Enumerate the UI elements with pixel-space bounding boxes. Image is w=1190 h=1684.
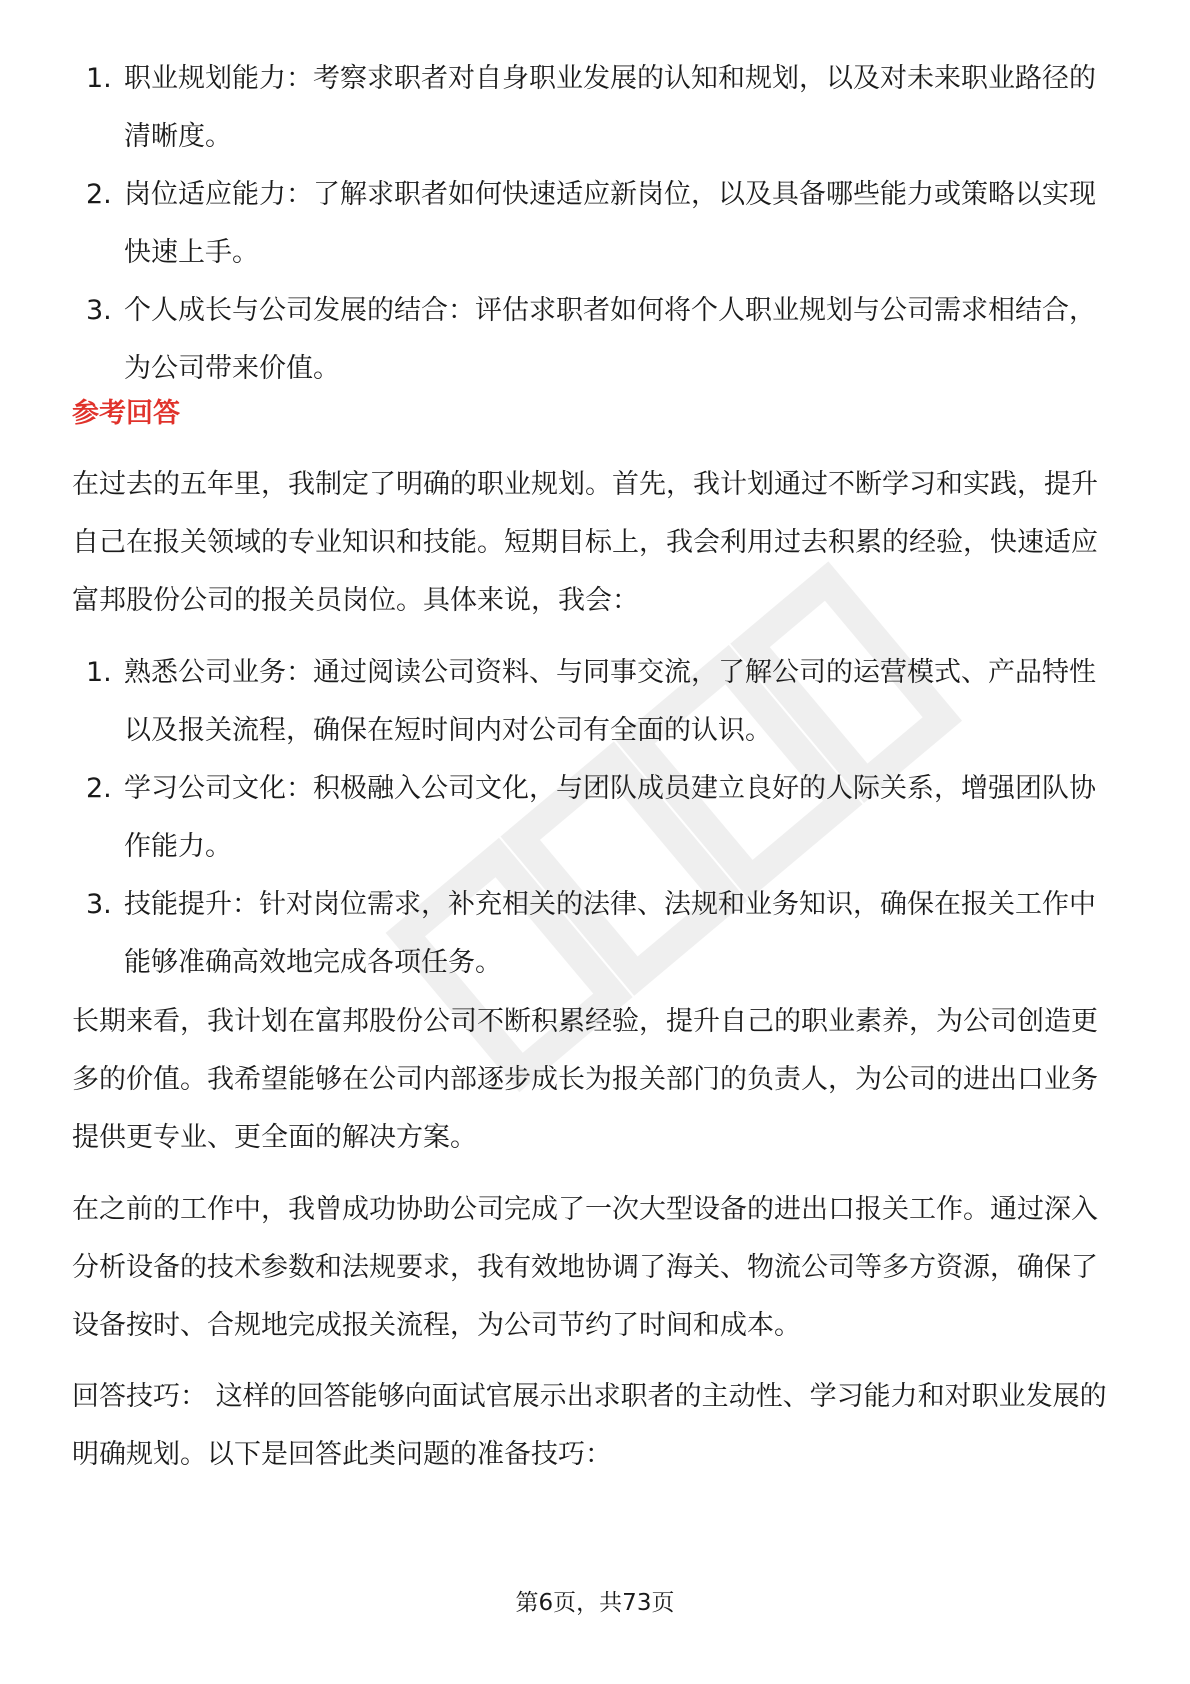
- criteria-list: [70, 50, 1120, 398]
- page-number: 第6页，共73页: [515, 1590, 675, 1616]
- list-item: 1. 职业规划能力：考察求职者对自身职业发展的认知和规划，以及对未来职业路径的清晰度。: [86, 63, 1096, 152]
- list-item-text: 个人成长与公司发展的结合：评估求职者如何将个人职业规划与公司需求相结合，为公司带来价值。: [124, 295, 1096, 384]
- list-item-text: 岗位适应能力：了解求职者如何快速适应新岗位，以及具备哪些能力或策略以实现快速上手。: [124, 179, 1096, 268]
- list-item: 3. 技能提升：针对岗位需求，补充相关的法律、法规和业务知识，确保在报关工作中能够准确高效地完成各项任务。: [86, 889, 1096, 978]
- plan-list: [70, 644, 1120, 992]
- list-item-text: 职业规划能力：考察求职者对自身职业发展的认知和规划，以及对未来职业路径的清晰度。: [124, 63, 1096, 152]
- list-item-text: 学习公司文化：积极融入公司文化，与团队成员建立良好的人际关系，增强团队协作能力。: [124, 773, 1096, 862]
- list-item: 2. 学习公司文化：积极融入公司文化，与团队成员建立良好的人际关系，增强团队协作能力。: [86, 773, 1096, 862]
- list-item: 3. 个人成长与公司发展的结合：评估求职者如何将个人职业规划与公司需求相结合，为公司带来价值。: [86, 295, 1096, 384]
- list-item-text: 熟悉公司业务：通过阅读公司资料、与同事交流，了解公司的运营模式、产品特性以及报关流程，确保在短时间内对公司有全面的认识。: [124, 657, 1096, 746]
- intro-paragraph: 在过去的五年里，我制定了明确的职业规划。首先，我计划通过不断学习和实践，提升自己在报关领域的专业知识和技能。短期目标上，我会利用过去积累的经验，快速适应富邦股份公司的报关员岗位。具体来说，我会：: [72, 469, 1098, 616]
- long-term-paragraph: 长期来看，我计划在富邦股份公司不断积累经验，提升自己的职业素养，为公司创造更多的价值。我希望能够在公司内部逐步成长为报关部门的负责人，为公司的进出口业务提供更专业、更全面的解决方案。: [72, 1006, 1098, 1153]
- list-item-text: 技能提升：针对岗位需求，补充相关的法律、法规和业务知识，确保在报关工作中能够准确高效地完成各项任务。: [124, 889, 1096, 978]
- tips-paragraph: 回答技巧： 这样的回答能够向面试官展示出求职者的主动性、学习能力和对职业发展的明确规划。以下是回答此类问题的准备技巧：: [72, 1381, 1107, 1470]
- list-item: 1. 熟悉公司业务：通过阅读公司资料、与同事交流，了解公司的运营模式、产品特性以及报关流程，确保在短时间内对公司有全面的认识。: [86, 657, 1096, 746]
- section-heading: 参考回答: [72, 398, 180, 429]
- list-item: 2. 岗位适应能力：了解求职者如何快速适应新岗位，以及具备哪些能力或策略以实现快速上手。: [86, 179, 1096, 268]
- past-experience-paragraph: 在之前的工作中，我曾成功协助公司完成了一次大型设备的进出口报关工作。通过深入分析设备的技术参数和法规要求，我有效地协调了海关、物流公司等多方资源，确保了设备按时、合规地完成报关流程，为公司节约了时间和成本。: [72, 1194, 1098, 1341]
